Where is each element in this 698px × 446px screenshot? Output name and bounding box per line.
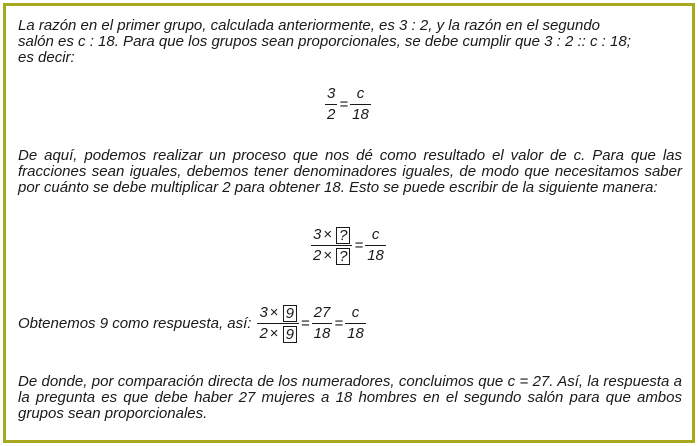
paragraph-line: es decir: <box>18 49 75 66</box>
paragraph-line: salón es c : 18. Para que los grupos sean proporcionales, se debe cumplir que 3 : 2 :: c : 18; <box>18 33 631 50</box>
paragraph-line: La razón en el primer grupo, calculada anteriormente, es 3 : 2, y la razón en el segundo <box>18 17 601 34</box>
equation-solution-line <box>18 304 366 343</box>
numerator: 27 <box>313 304 331 321</box>
factor-box: 9 <box>283 305 297 322</box>
numerator: c <box>351 304 360 321</box>
denominator: 18 <box>352 106 369 124</box>
times-sign: × <box>269 325 279 343</box>
fraction-bar <box>325 104 337 105</box>
numerator: 3 <box>327 85 336 102</box>
denominator <box>311 247 352 265</box>
factor-box: 9 <box>283 326 297 343</box>
fraction-bar <box>350 104 371 105</box>
denominator: 18 <box>367 247 384 265</box>
paragraph-ratio-intro <box>18 18 682 66</box>
paragraph-text: De aquí, podemos realizar un proceso que nos dé como resultado el valor de c. Para que las fracciones sean iguales, debemos tener denominadores iguales, de modo que necesitamos saber por cuánto se debe multiplicar 2 para obtener 18. Esto se puede escribir de la siguiente manera: <box>18 147 682 196</box>
times-sign: × <box>323 247 333 265</box>
base-number: 3 <box>313 226 322 243</box>
numerator <box>311 226 352 244</box>
fraction-left <box>257 304 298 343</box>
content-frame <box>3 3 695 443</box>
denominator: 18 <box>313 325 331 343</box>
equation-proportion <box>325 85 371 124</box>
times-sign: × <box>269 304 279 321</box>
denominator: 2 <box>327 106 336 124</box>
fraction-left <box>311 226 352 265</box>
fraction-middle <box>312 304 333 343</box>
fraction-bar <box>257 323 298 324</box>
fraction-right <box>350 85 371 124</box>
paragraph-conclusion <box>18 374 682 422</box>
fraction-bar <box>312 323 333 324</box>
equals-sign: = <box>339 96 349 114</box>
paragraph-process <box>18 148 682 196</box>
equals-sign: = <box>334 315 344 333</box>
fraction-right <box>345 304 366 343</box>
fraction-right <box>365 226 386 265</box>
base-number: 2 <box>259 325 268 343</box>
times-sign: × <box>323 226 333 243</box>
numerator: c <box>356 85 365 102</box>
base-number: 3 <box>259 304 268 321</box>
numerator <box>257 304 298 322</box>
denominator <box>257 325 298 343</box>
unknown-box: ? <box>336 248 350 265</box>
denominator: 18 <box>347 325 364 343</box>
fraction-left <box>325 85 337 124</box>
base-number: 2 <box>313 247 322 265</box>
fraction-bar <box>345 323 366 324</box>
numerator: c <box>371 226 380 243</box>
unknown-box: ? <box>336 227 350 244</box>
fraction-bar <box>311 245 352 246</box>
equals-sign: = <box>354 237 364 255</box>
fraction-bar <box>365 245 386 246</box>
equals-sign: = <box>300 315 310 333</box>
solution-lead-text: Obtenemos 9 como respuesta, así: <box>18 315 252 333</box>
equation-unknown-factor <box>311 226 386 265</box>
paragraph-text: De donde, por comparación directa de los numeradores, concluimos que c = 27. Así, la respuesta a la pregunta es que debe haber 27 mujeres a 18 hombres en el segundo salón para que ambos grupos sean proporcionales. <box>18 373 682 422</box>
